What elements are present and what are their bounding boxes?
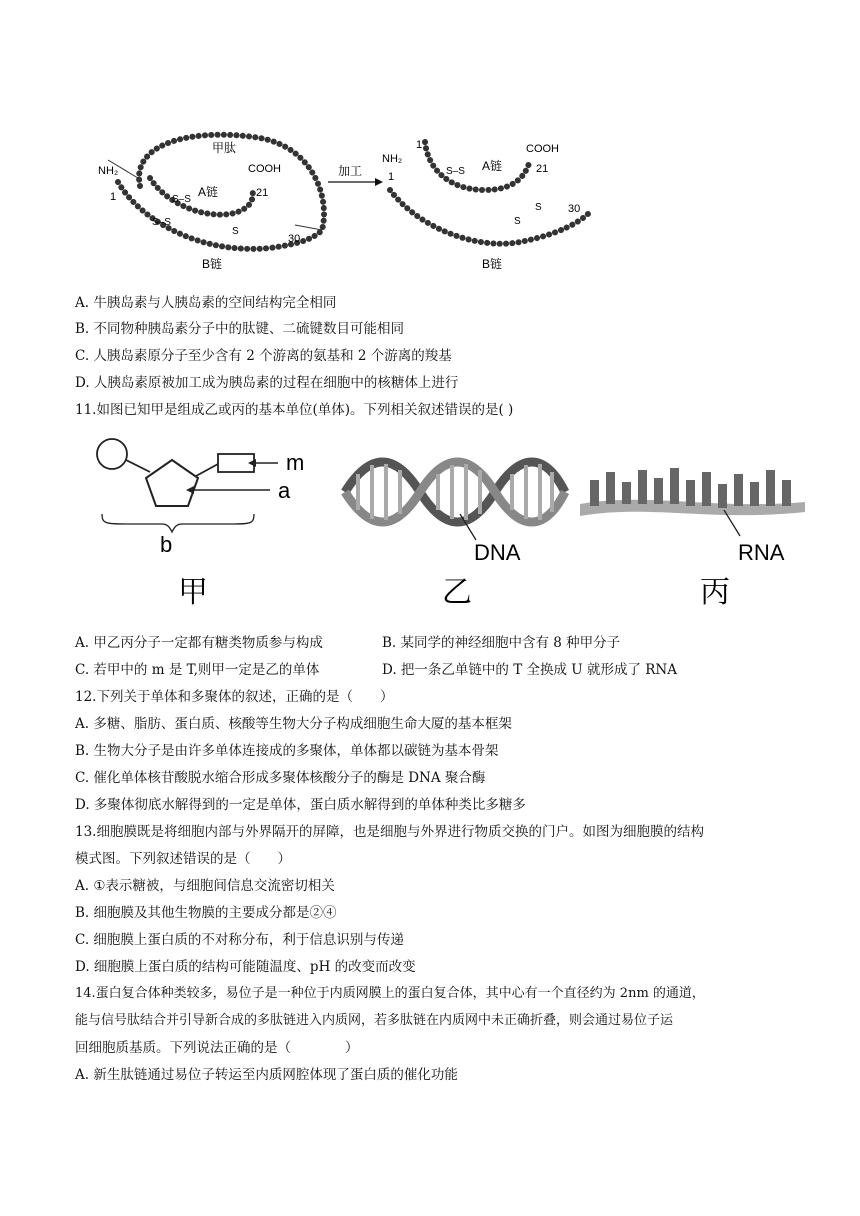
q11-stem: 11.如图已知甲是组成乙或丙的基本单位(单体)。下列相关叙述错误的是( ) xyxy=(75,402,514,418)
q11-option-a: A. 甲乙丙分子一定都有糖类物质参与构成 xyxy=(75,635,323,651)
insulin-processing-figure xyxy=(90,130,610,275)
q13-stem-line-2: 模式图。下列叙述错误的是（ ） xyxy=(75,851,291,867)
s-label-left: S xyxy=(232,226,239,237)
label-m: m xyxy=(286,450,305,475)
q13-stem-line-1: 13.细胞膜既是将细胞内部与外界隔开的屏障，也是细胞与外界进行物质交换的门户。如图为细胞膜的结构 xyxy=(75,824,704,840)
nh2-label-left: NH₂ xyxy=(98,165,119,177)
n30-label-left: 30 xyxy=(288,233,301,245)
n1-label-left: 1 xyxy=(110,191,117,203)
n21-label-left: 21 xyxy=(256,187,269,199)
q13-option-d: D. 细胞膜上蛋白质的结构可能随温度、pH 的改变而改变 xyxy=(75,959,416,975)
q10-option-a: A. 牛胰岛素与人胰岛素的空间结构完全相同 xyxy=(75,295,337,311)
cooh-label-left: COOH xyxy=(248,163,281,175)
nh2-label-right: NH₂ xyxy=(382,153,403,165)
nucleic-acid-figure xyxy=(90,432,810,617)
q10-option-d: D. 人胰岛素原被加工成为胰岛素的过程在细胞中的核糖体上进行 xyxy=(75,375,459,391)
label-a: a xyxy=(278,478,291,503)
n21-label-right: 21 xyxy=(536,163,549,175)
rna-strand xyxy=(580,468,805,536)
c-peptide-label: 甲肽 xyxy=(212,141,237,155)
q14-stem-line-2: 能与信号肽结合并引导新合成的多肽链进入内质网，若多肽链在内质网中未正确折叠，则会通过易位子运 xyxy=(75,1013,674,1028)
q11-option-d: D. 把一条乙单链中的 T 全换成 U 就形成了 RNA xyxy=(382,662,677,678)
disulfide-label-left-2: S–S xyxy=(152,217,171,228)
b-chain-label-right: B链 xyxy=(482,257,503,271)
nucleotide-diagram xyxy=(97,439,278,532)
q14-stem-line-1: 14.蛋白复合体种类较多，易位子是一种位于内质网膜上的蛋白复合体，其中心有一个直径约为 2nm 的通道， xyxy=(75,986,705,1001)
rna-label: RNA xyxy=(738,540,785,565)
caption-yi: 乙 xyxy=(442,575,472,610)
q14-stem-line-3: 回细胞质基质。下列说法正确的是（ ） xyxy=(75,1040,359,1056)
disulfide-label-right: S–S xyxy=(446,166,465,177)
pentose-sugar xyxy=(146,460,198,506)
dna-helix xyxy=(345,462,565,540)
dna-label: DNA xyxy=(474,540,521,565)
n1-label-right: 1 xyxy=(388,171,395,183)
q12-option-a: A. 多糖、脂肪、蛋白质、核酸等生物大分子构成细胞生命大厦的基本框架 xyxy=(75,716,512,732)
q13-option-a: A. ①表示糖被，与细胞间信息交流密切相关 xyxy=(75,878,335,894)
q11-option-c: C. 若甲中的 m 是 T,则甲一定是乙的单体 xyxy=(75,662,320,678)
q12-option-c: C. 催化单体核苷酸脱水缩合形成多聚体核酸分子的酶是 DNA 聚合酶 xyxy=(75,770,486,786)
q10-option-b: B. 不同物种胰岛素分子中的肽键、二硫键数目可能相同 xyxy=(75,321,405,337)
a-chain-label-left: A链 xyxy=(198,185,219,199)
q12-option-d: D. 多聚体彻底水解得到的一定是单体，蛋白质水解得到的单体种类比多糖多 xyxy=(75,797,526,813)
n30-label-right: 30 xyxy=(568,203,581,215)
cooh-label-right: COOH xyxy=(526,143,559,155)
label-b: b xyxy=(160,532,173,557)
caption-bing: 丙 xyxy=(700,575,730,610)
b-chain-label-left: B链 xyxy=(202,257,223,271)
q12-option-b: B. 生物大分子是由许多单体连接成的多聚体，单体都以碳链为基本骨架 xyxy=(75,743,499,759)
a-chain-label-right: A链 xyxy=(482,159,503,173)
n1-top-label-right: 1 xyxy=(416,139,423,151)
q13-option-b: B. 细胞膜及其他生物膜的主要成分都是②④ xyxy=(75,905,337,921)
s-label-right-1: S xyxy=(535,202,542,213)
q10-option-c: C. 人胰岛素原分子至少含有 2 个游离的氨基和 2 个游离的羧基 xyxy=(75,348,452,364)
insulin-diagram xyxy=(390,142,590,244)
q14-option-a: A. 新生肽链通过易位子转运至内质网腔体现了蛋白质的催化功能 xyxy=(75,1067,458,1083)
q12-stem: 12.下列关于单体和多聚体的叙述，正确的是（ ） xyxy=(75,689,394,705)
q13-option-c: C. 细胞膜上蛋白质的不对称分布，利于信息识别与传递 xyxy=(75,932,404,948)
caption-jia: 甲 xyxy=(178,575,208,610)
disulfide-label-left-1: S–S xyxy=(172,194,191,205)
phosphate-circle xyxy=(97,439,127,469)
s-label-right-2: S xyxy=(514,216,521,227)
processing-label: 加工 xyxy=(338,164,363,178)
processing-arrowhead xyxy=(375,178,383,186)
q11-option-b: B. 某同学的神经细胞中含有 8 种甲分子 xyxy=(382,635,621,651)
